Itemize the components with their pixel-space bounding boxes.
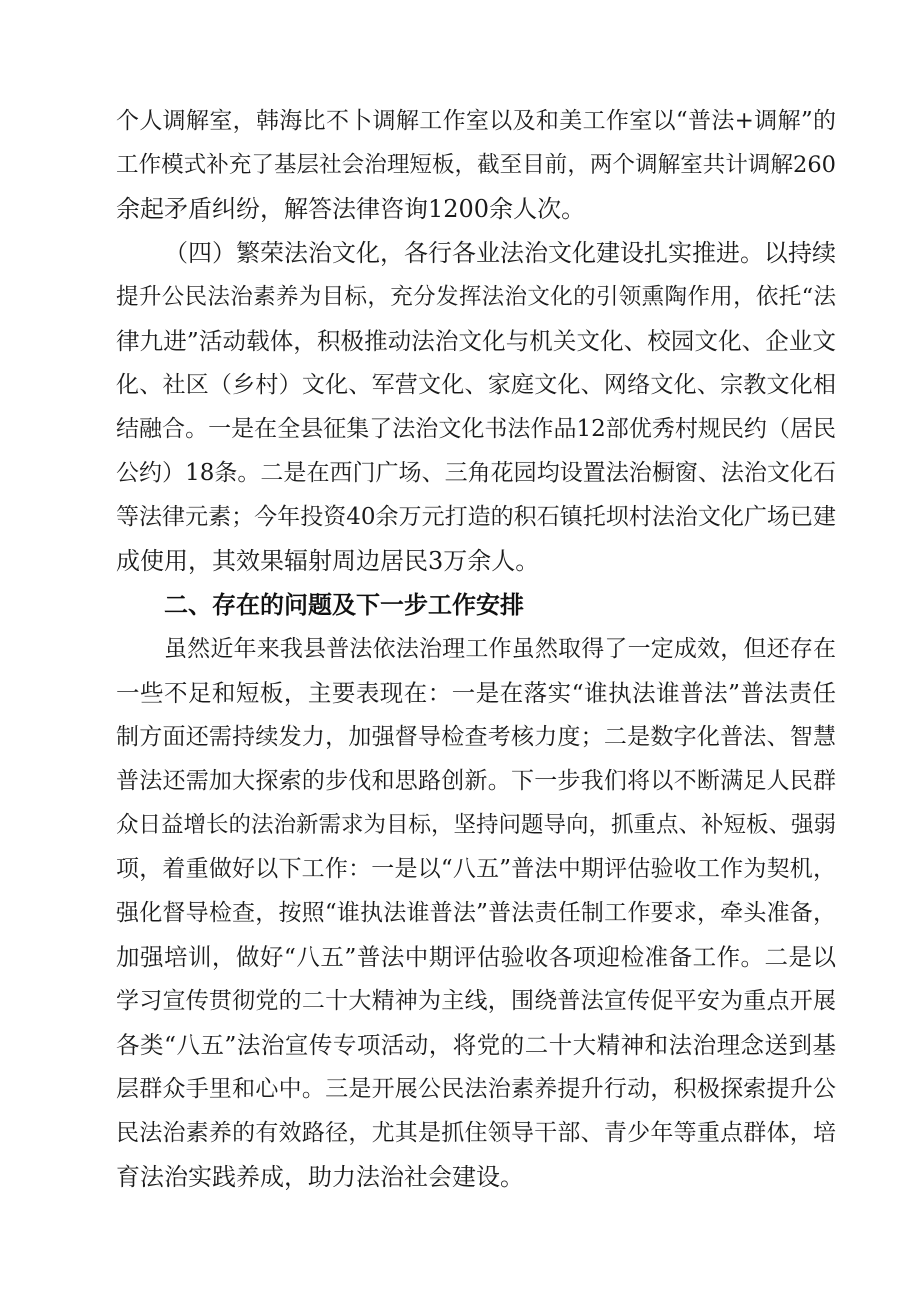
text-line: 学习宣传贯彻党的二十大精神为主线，围绕普法宣传促平安为重点开展 [116,988,836,1014]
text-line: 个人调解室，韩海比不卜调解工作室以及和美工作室以“普法+调解”的 [116,108,836,134]
text-line: 强化督导检查，按照“谁执法谁普法”普法责任制工作要求，牵头准备， [116,900,836,926]
text-line: 各类“八五”法治宣传专项活动，将党的二十大精神和法治理念送到基 [116,1031,836,1059]
text-line: 一些不足和短板，主要表现在：一是在落实“谁执法谁普法”普法责任 [116,679,836,707]
text-line: 化、社区（乡村）文化、军营文化、家庭文化、网络文化、宗教文化相 [116,372,836,398]
text-line: 普法还需加大探索的步伐和思路创新。下一步我们将以不断满足人民群 [116,768,836,794]
text-line: 公约）18条。二是在西门广场、三角花园均设置法治橱窗、法治文化石 [116,460,836,486]
text-line: 等法律元素；今年投资40余万元打造的积石镇托坝村法治文化广场已建 [116,504,836,530]
text-line: 层群众手里和心中。三是开展公民法治素养提升行动，积极探索提升公 [116,1076,836,1102]
text-line: 工作模式补充了基层社会治理短板，截至目前，两个调解室共计调解260 [116,152,836,178]
text-line: （四）繁荣法治文化，各行各业法治文化建设扎实推进。以持续 [164,239,836,267]
text-line: 提升公民法治素养为目标，充分发挥法治文化的引领熏陶作用，依托“法 [116,284,836,310]
text-line: 加强培训，做好“八五”普法中期评估验收各项迎检准备工作。二是以 [116,943,836,971]
text-line: 制方面还需持续发力，加强督导检查考核力度；二是数字化普法、智慧 [116,724,836,750]
text-line: 结融合。一是在全县征集了法治文化书法作品12部优秀村规民约（居民 [116,416,836,442]
text-line: 众日益增长的法治新需求为目标，坚持问题导向，抓重点、补短板、强弱 [116,812,837,838]
text-line: 余起矛盾纠纷，解答法律咨询1200余人次。 [116,195,586,223]
text-line: 虽然近年来我县普法依法治理工作虽然取得了一定成效，但还存在 [164,636,836,662]
text-line: 成使用，其效果辐射周边居民3万余人。 [116,547,540,575]
section-heading: 二、存在的问题及下一步工作安排 [164,591,524,619]
text-line: 项，着重做好以下工作：一是以“八五”普法中期评估验收工作为契机， [116,856,836,882]
text-line: 育法治实践养成，助力法治社会建设。 [116,1163,524,1191]
text-line: 民法治素养的有效路径，尤其是抓住领导干部、青少年等重点群体，培 [116,1120,836,1146]
text-line: 律九进”活动载体，积极推动法治文化与机关文化、校园文化、企业文 [116,327,836,355]
